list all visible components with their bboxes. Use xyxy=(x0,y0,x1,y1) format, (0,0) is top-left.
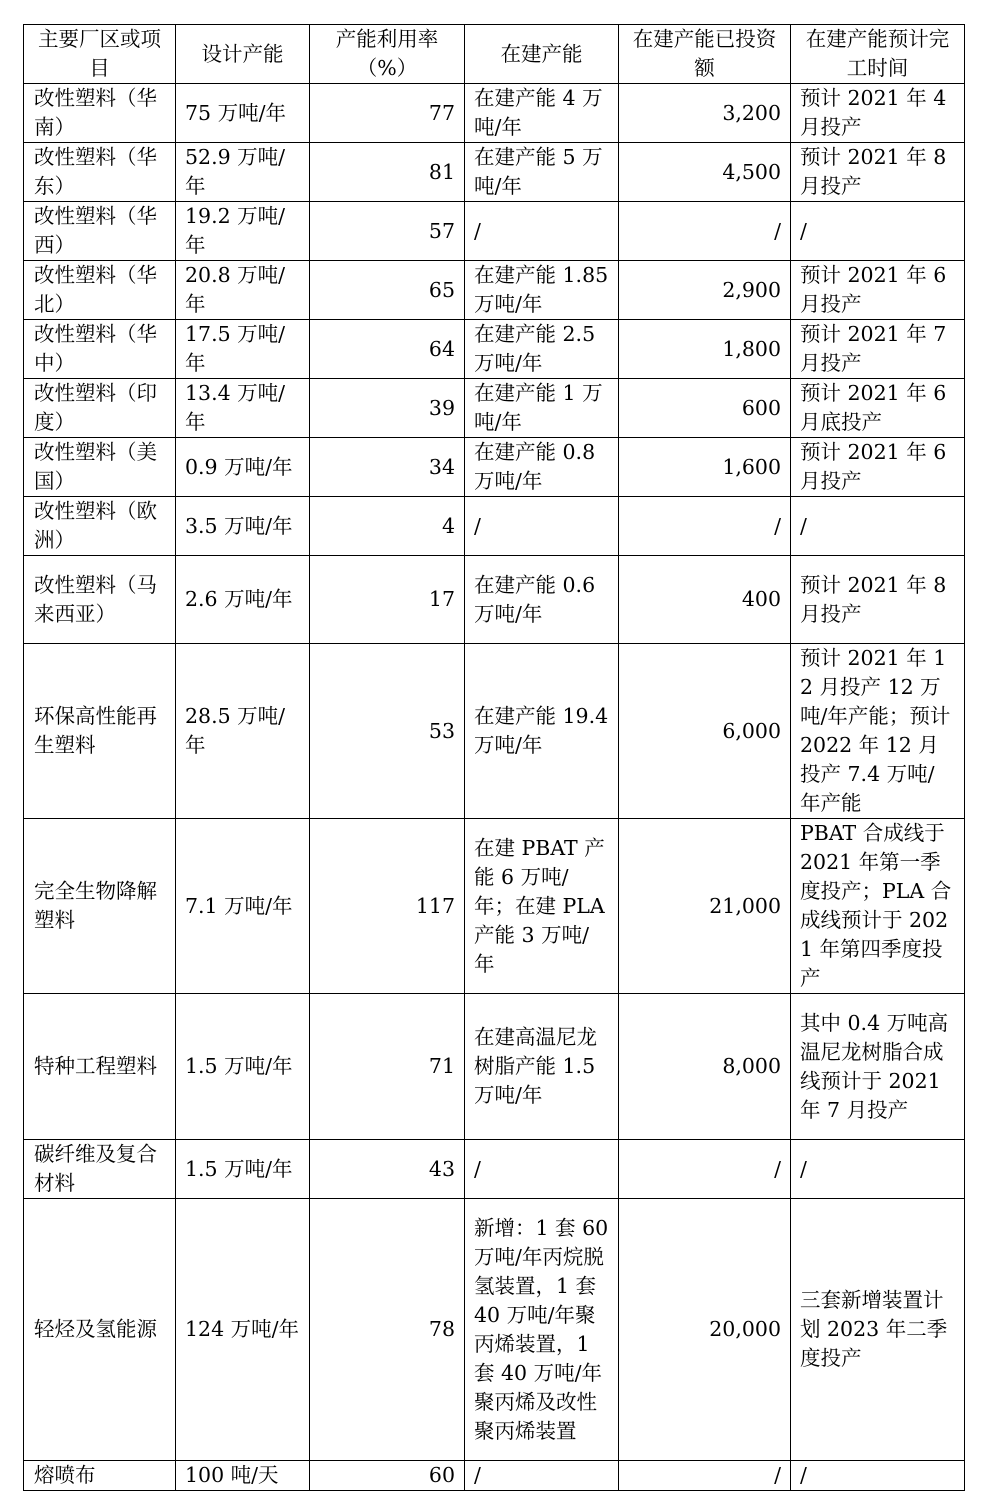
cell-completion: 预计 2021 年 6 月底投产 xyxy=(791,379,965,438)
cell-utilization: 65 xyxy=(310,261,465,320)
cell-design-capacity: 52.9 万吨/年 xyxy=(176,143,310,202)
table-row xyxy=(24,644,965,819)
cell-utilization: 60 xyxy=(310,1461,465,1491)
cell-completion: / xyxy=(791,202,965,261)
cell-completion: 预计 2021 年 12 月投产 12 万吨/年产能；预计 2022 年 12 月投产 7.4 万吨/年产能 xyxy=(791,644,965,819)
cell-design-capacity: 124 万吨/年 xyxy=(176,1199,310,1461)
cell-utilization: 43 xyxy=(310,1140,465,1199)
table-row xyxy=(24,84,965,143)
cell-completion: 其中 0.4 万吨高温尼龙树脂合成线预计于 2021 年 7 月投产 xyxy=(791,994,965,1140)
table-row xyxy=(24,994,965,1140)
table-row xyxy=(24,556,965,644)
cell-utilization: 71 xyxy=(310,994,465,1140)
cell-completion: 预计 2021 年 8 月投产 xyxy=(791,556,965,644)
cell-utilization: 78 xyxy=(310,1199,465,1461)
cell-invested: 600 xyxy=(619,379,791,438)
cell-under-construction: / xyxy=(465,497,619,556)
cell-plant: 改性塑料（欧洲） xyxy=(24,497,176,556)
cell-plant: 改性塑料（华东） xyxy=(24,143,176,202)
cell-under-construction: 在建 PBAT 产能 6 万吨/年；在建 PLA 产能 3 万吨/年 xyxy=(465,819,619,994)
cell-invested: / xyxy=(619,1461,791,1491)
cell-plant: 环保高性能再生塑料 xyxy=(24,644,176,819)
cell-plant: 改性塑料（马来西亚） xyxy=(24,556,176,644)
cell-invested: 1,600 xyxy=(619,438,791,497)
cell-invested: 1,800 xyxy=(619,320,791,379)
cell-invested: 8,000 xyxy=(619,994,791,1140)
cell-design-capacity: 13.4 万吨/年 xyxy=(176,379,310,438)
cell-under-construction: 在建产能 19.4 万吨/年 xyxy=(465,644,619,819)
table-row xyxy=(24,438,965,497)
cell-design-capacity: 75 万吨/年 xyxy=(176,84,310,143)
cell-plant: 特种工程塑料 xyxy=(24,994,176,1140)
cell-completion: 预计 2021 年 7 月投产 xyxy=(791,320,965,379)
cell-design-capacity: 1.5 万吨/年 xyxy=(176,1140,310,1199)
cell-under-construction: 在建产能 4 万吨/年 xyxy=(465,84,619,143)
cell-under-construction: 在建产能 2.5 万吨/年 xyxy=(465,320,619,379)
cell-design-capacity: 100 吨/天 xyxy=(176,1461,310,1491)
cell-plant: 改性塑料（华北） xyxy=(24,261,176,320)
header-plant: 主要厂区或项目 xyxy=(24,25,176,84)
table-row xyxy=(24,143,965,202)
cell-under-construction: 在建产能 0.6 万吨/年 xyxy=(465,556,619,644)
cell-under-construction: 在建产能 0.8 万吨/年 xyxy=(465,438,619,497)
table-row xyxy=(24,320,965,379)
cell-completion: / xyxy=(791,497,965,556)
header-utilization: 产能利用率（%） xyxy=(310,25,465,84)
cell-under-construction: / xyxy=(465,1140,619,1199)
cell-completion: 预计 2021 年 4 月投产 xyxy=(791,84,965,143)
cell-plant: 改性塑料（华南） xyxy=(24,84,176,143)
cell-plant: 轻烃及氢能源 xyxy=(24,1199,176,1461)
cell-completion: / xyxy=(791,1461,965,1491)
capacity-table xyxy=(23,24,965,1491)
table-row xyxy=(24,379,965,438)
cell-utilization: 117 xyxy=(310,819,465,994)
cell-under-construction: / xyxy=(465,1461,619,1491)
table-row xyxy=(24,1199,965,1461)
cell-design-capacity: 17.5 万吨/年 xyxy=(176,320,310,379)
table-row xyxy=(24,202,965,261)
cell-plant: 改性塑料（华中） xyxy=(24,320,176,379)
cell-completion: 三套新增装置计划 2023 年二季度投产 xyxy=(791,1199,965,1461)
table-row xyxy=(24,1461,965,1491)
cell-design-capacity: 0.9 万吨/年 xyxy=(176,438,310,497)
cell-plant: 熔喷布 xyxy=(24,1461,176,1491)
cell-under-construction: 在建产能 5 万吨/年 xyxy=(465,143,619,202)
header-design-capacity: 设计产能 xyxy=(176,25,310,84)
cell-completion: / xyxy=(791,1140,965,1199)
table-header-row xyxy=(24,25,965,84)
cell-under-construction: 新增：1 套 60 万吨/年丙烷脱氢装置，1 套 40 万吨/年聚丙烯装置，1 套 40 万吨/年聚丙烯及改性聚丙烯装置 xyxy=(465,1199,619,1461)
table-row xyxy=(24,261,965,320)
cell-completion: PBAT 合成线于 2021 年第一季度投产；PLA 合成线预计于 2021 年第四季度投产 xyxy=(791,819,965,994)
cell-plant: 改性塑料（印度） xyxy=(24,379,176,438)
cell-design-capacity: 7.1 万吨/年 xyxy=(176,819,310,994)
cell-design-capacity: 1.5 万吨/年 xyxy=(176,994,310,1140)
cell-utilization: 64 xyxy=(310,320,465,379)
cell-utilization: 39 xyxy=(310,379,465,438)
cell-under-construction: 在建高温尼龙树脂产能 1.5 万吨/年 xyxy=(465,994,619,1140)
cell-invested: / xyxy=(619,202,791,261)
cell-invested: 2,900 xyxy=(619,261,791,320)
cell-plant: 完全生物降解塑料 xyxy=(24,819,176,994)
table-row xyxy=(24,497,965,556)
cell-completion: 预计 2021 年 6 月投产 xyxy=(791,438,965,497)
cell-plant: 改性塑料（华西） xyxy=(24,202,176,261)
cell-invested: 6,000 xyxy=(619,644,791,819)
header-under-construction: 在建产能 xyxy=(465,25,619,84)
cell-invested: / xyxy=(619,1140,791,1199)
cell-design-capacity: 28.5 万吨/年 xyxy=(176,644,310,819)
cell-design-capacity: 2.6 万吨/年 xyxy=(176,556,310,644)
cell-utilization: 77 xyxy=(310,84,465,143)
cell-invested: 21,000 xyxy=(619,819,791,994)
cell-utilization: 4 xyxy=(310,497,465,556)
cell-utilization: 53 xyxy=(310,644,465,819)
cell-invested: 4,500 xyxy=(619,143,791,202)
cell-design-capacity: 20.8 万吨/年 xyxy=(176,261,310,320)
cell-utilization: 17 xyxy=(310,556,465,644)
cell-plant: 碳纤维及复合材料 xyxy=(24,1140,176,1199)
cell-utilization: 57 xyxy=(310,202,465,261)
cell-invested: / xyxy=(619,497,791,556)
table-row xyxy=(24,819,965,994)
cell-design-capacity: 3.5 万吨/年 xyxy=(176,497,310,556)
cell-utilization: 34 xyxy=(310,438,465,497)
cell-utilization: 81 xyxy=(310,143,465,202)
cell-plant: 改性塑料（美国） xyxy=(24,438,176,497)
cell-completion: 预计 2021 年 6 月投产 xyxy=(791,261,965,320)
cell-under-construction: 在建产能 1.85 万吨/年 xyxy=(465,261,619,320)
header-invested: 在建产能已投资额 xyxy=(619,25,791,84)
cell-under-construction: / xyxy=(465,202,619,261)
header-completion: 在建产能预计完工时间 xyxy=(791,25,965,84)
cell-invested: 3,200 xyxy=(619,84,791,143)
cell-invested: 20,000 xyxy=(619,1199,791,1461)
table-row xyxy=(24,1140,965,1199)
cell-under-construction: 在建产能 1 万吨/年 xyxy=(465,379,619,438)
cell-completion: 预计 2021 年 8 月投产 xyxy=(791,143,965,202)
cell-invested: 400 xyxy=(619,556,791,644)
cell-design-capacity: 19.2 万吨/年 xyxy=(176,202,310,261)
